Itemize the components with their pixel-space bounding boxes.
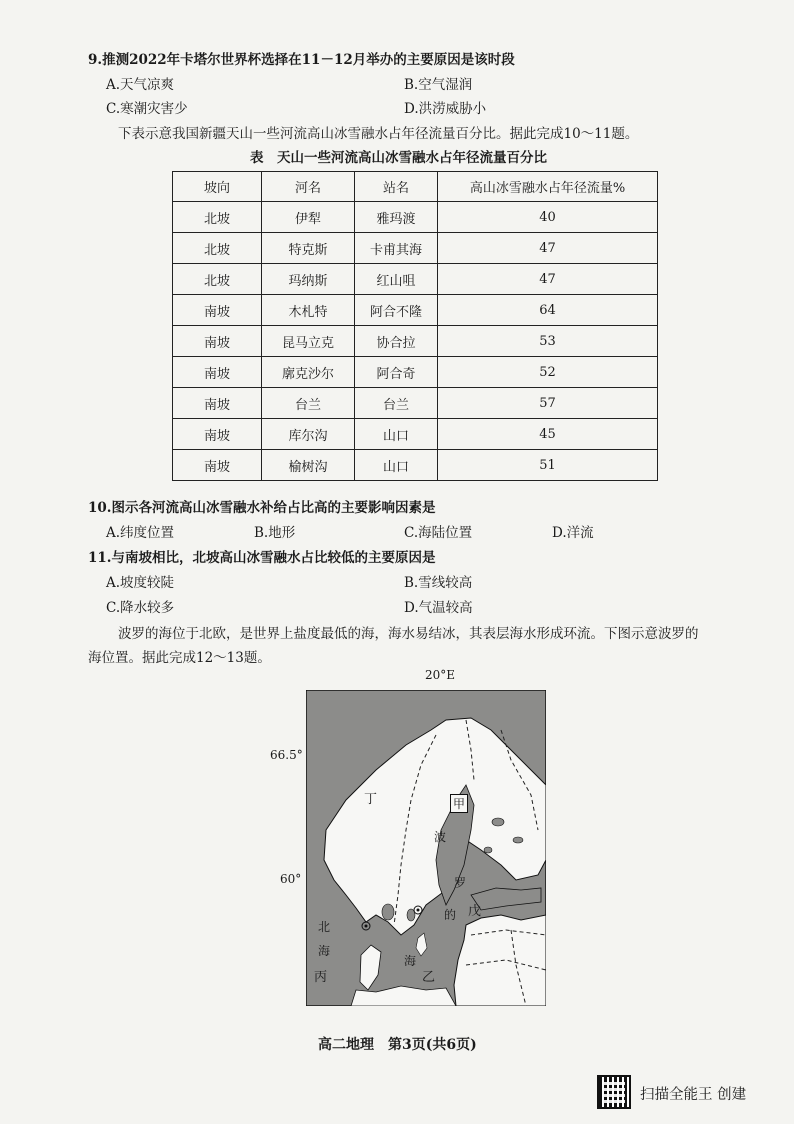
qr-code-icon	[597, 1075, 631, 1109]
cell-river: 木札特	[262, 295, 355, 326]
cell-slope: 北坡	[173, 264, 262, 295]
cell-station: 红山咀	[355, 264, 438, 295]
cell-slope: 北坡	[173, 202, 262, 233]
map-label-bing: 丙	[314, 970, 328, 985]
q9-option-c: C.寒潮灾害少	[106, 101, 188, 117]
table-row	[173, 202, 658, 233]
cell-river: 廓克沙尔	[262, 357, 355, 388]
map-intro-line2: 海位置。据此完成12～13题。	[88, 650, 271, 666]
q9-option-d: D.洪涝威胁小	[404, 101, 487, 117]
baltic-sea-map	[306, 690, 546, 1006]
cell-percent: 64	[438, 295, 658, 326]
longitude-label: 20°E	[425, 668, 456, 682]
scan-watermark: 扫描全能王 创建	[640, 1087, 747, 1103]
col-header-station: 站名	[355, 172, 438, 202]
latitude-label-60: 60°	[280, 872, 302, 886]
q11-option-b: B.雪线较高	[404, 575, 473, 591]
page-footer: 高二地理 第3页(共6页)	[318, 1037, 477, 1053]
col-header-river: 河名	[262, 172, 355, 202]
cell-percent: 51	[438, 450, 658, 481]
map-label-wu: 戊	[468, 904, 482, 919]
map-label-hai: 海	[404, 954, 417, 968]
q9-option-b: B.空气湿润	[404, 77, 473, 93]
cell-slope: 南坡	[173, 357, 262, 388]
cell-slope: 南坡	[173, 388, 262, 419]
cell-slope: 南坡	[173, 295, 262, 326]
cell-river: 库尔沟	[262, 419, 355, 450]
cell-river: 特克斯	[262, 233, 355, 264]
q10-stem: 10.图示各河流高山冰雪融水补给占比高的主要影响因素是	[88, 500, 436, 516]
col-header-slope: 坡向	[173, 172, 262, 202]
map-label-de: 的	[444, 908, 457, 922]
cell-slope: 南坡	[173, 419, 262, 450]
cell-percent: 57	[438, 388, 658, 419]
cell-percent: 53	[438, 326, 658, 357]
cell-percent: 45	[438, 419, 658, 450]
cell-river: 伊犁	[262, 202, 355, 233]
latitude-label-66: 66.5°	[270, 748, 303, 762]
cell-slope: 南坡	[173, 326, 262, 357]
table-caption: 表 天山一些河流高山冰雪融水占年径流量百分比	[250, 150, 547, 166]
table-row	[173, 233, 658, 264]
q10-option-c: C.海陆位置	[404, 525, 473, 541]
cell-slope: 北坡	[173, 233, 262, 264]
table-row	[173, 388, 658, 419]
cell-percent: 52	[438, 357, 658, 388]
q10-option-d: D.洋流	[552, 525, 594, 541]
table-header-row	[173, 172, 658, 202]
map-label-yi: 乙	[422, 970, 436, 985]
table-row	[173, 326, 658, 357]
map-label-bei: 北	[318, 920, 331, 934]
q10-option-a: A.纬度位置	[106, 525, 175, 541]
cell-station: 山口	[355, 419, 438, 450]
runoff-table	[172, 171, 658, 481]
cell-percent: 40	[438, 202, 658, 233]
table-row	[173, 419, 658, 450]
table-intro: 下表示意我国新疆天山一些河流高山冰雪融水占年径流量百分比。据此完成10～11题。	[118, 126, 639, 142]
table-row	[173, 450, 658, 481]
q9-stem: 9.推测2022年卡塔尔世界杯选择在11－12月举办的主要原因是该时段	[88, 52, 515, 68]
map-label-ding: 丁	[364, 792, 378, 807]
cell-station: 山口	[355, 450, 438, 481]
cell-station: 阿合奇	[355, 357, 438, 388]
cell-station: 协合拉	[355, 326, 438, 357]
table-row	[173, 264, 658, 295]
q11-option-a: A.坡度较陡	[106, 575, 175, 591]
q11-option-c: C.降水较多	[106, 600, 175, 616]
table-row	[173, 357, 658, 388]
cell-percent: 47	[438, 264, 658, 295]
baltic-map-graphic	[306, 690, 546, 1006]
cell-river: 玛纳斯	[262, 264, 355, 295]
map-label-bo: 波	[434, 830, 447, 844]
q9-option-a: A.天气凉爽	[106, 77, 175, 93]
cell-station: 台兰	[355, 388, 438, 419]
cell-percent: 47	[438, 233, 658, 264]
cell-slope: 南坡	[173, 450, 262, 481]
cell-station: 卡甫其海	[355, 233, 438, 264]
col-header-percent: 高山冰雪融水占年径流量%	[438, 172, 658, 202]
map-label-jia: 甲	[450, 794, 468, 813]
cell-river: 榆树沟	[262, 450, 355, 481]
q11-stem: 11.与南坡相比，北坡高山冰雪融水占比较低的主要原因是	[88, 550, 436, 566]
cell-station: 雅玛渡	[355, 202, 438, 233]
q11-option-d: D.气温较高	[404, 600, 473, 616]
map-label-north-sea-hai: 海	[318, 944, 331, 958]
cell-river: 昆马立克	[262, 326, 355, 357]
cell-station: 阿合不隆	[355, 295, 438, 326]
q10-option-b: B.地形	[254, 525, 296, 541]
cell-river: 台兰	[262, 388, 355, 419]
table-row	[173, 295, 658, 326]
map-intro-line1: 波罗的海位于北欧，是世界上盐度最低的海，海水易结冰，其表层海水形成环流。下图示意波罗的	[118, 626, 699, 642]
map-label-luo: 罗	[454, 876, 467, 890]
